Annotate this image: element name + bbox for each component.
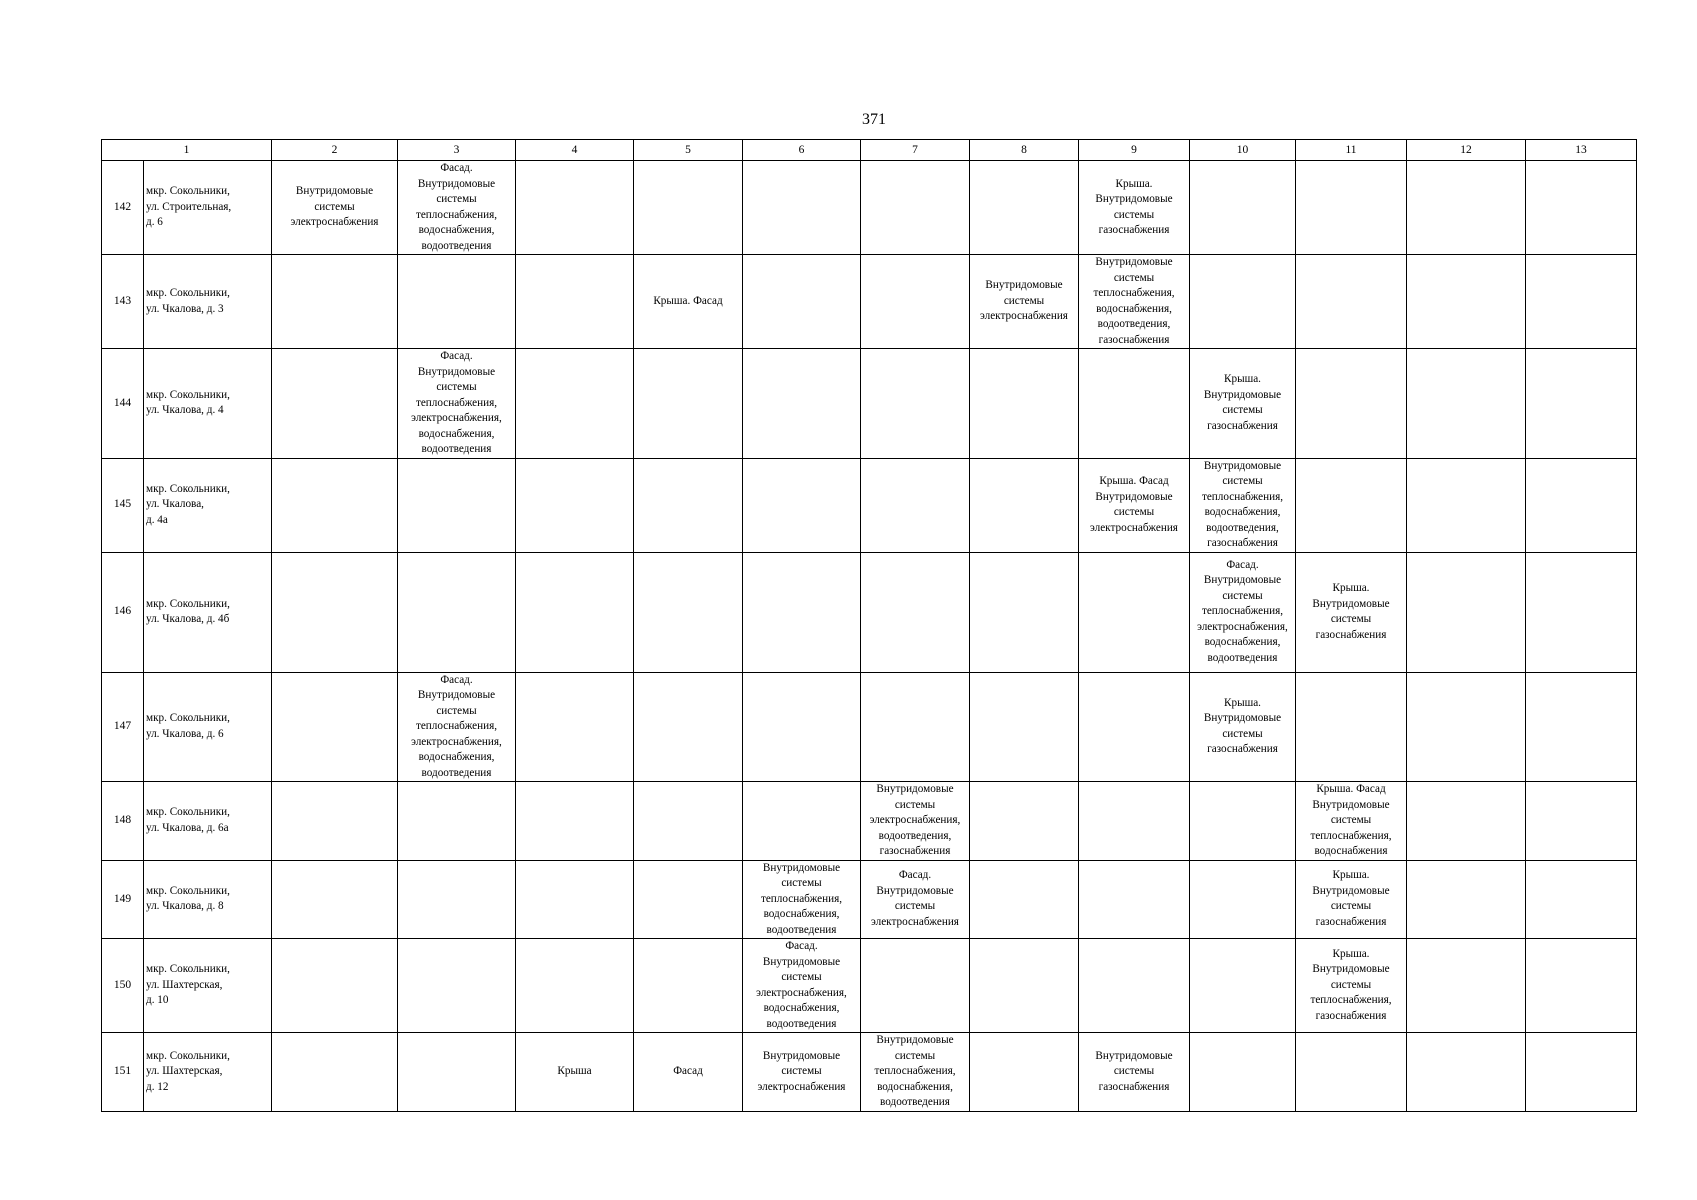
work-cell-col-2 bbox=[272, 939, 398, 1033]
table-row bbox=[102, 349, 1637, 459]
row-number: 151 bbox=[102, 1033, 144, 1112]
work-cell-col-12 bbox=[1407, 552, 1526, 672]
work-cell-col-4 bbox=[516, 860, 634, 939]
work-cell-col-4 bbox=[516, 255, 634, 349]
work-cell-col-13 bbox=[1526, 1033, 1637, 1112]
work-cell-col-2 bbox=[272, 860, 398, 939]
work-cell-col-11 bbox=[1296, 255, 1407, 349]
work-cell-col-8 bbox=[970, 860, 1079, 939]
work-cell-col-6 bbox=[743, 458, 861, 552]
header-row bbox=[102, 140, 1637, 161]
work-cell-col-11 bbox=[1296, 552, 1407, 672]
address-text: мкр. Сокольники, ул. Шахтерская, д. 12 bbox=[146, 1049, 230, 1093]
work-cell-col-7 bbox=[861, 255, 970, 349]
work-cell-col-3 bbox=[398, 255, 516, 349]
work-cell-col-2 bbox=[272, 458, 398, 552]
work-text: Внутридомовые системы теплоснабжения, водоснабжения, водоотведения bbox=[874, 1034, 956, 1108]
work-cell-col-3 bbox=[398, 458, 516, 552]
work-cell-col-12 bbox=[1407, 939, 1526, 1033]
work-cell-col-8 bbox=[970, 1033, 1079, 1112]
work-text: Крыша. Внутридомовые системы газоснабжения bbox=[1312, 869, 1390, 928]
work-cell-col-4 bbox=[516, 939, 634, 1033]
address-text: мкр. Сокольники, ул. Чкалова, д. 4а bbox=[146, 482, 230, 526]
work-cell-col-7 bbox=[861, 161, 970, 255]
work-text: Внутридомовые системы электроснабжения, водоотведения, газоснабжения bbox=[869, 783, 961, 857]
address-cell bbox=[144, 552, 272, 672]
work-cell-col-8 bbox=[970, 552, 1079, 672]
address-text: мкр. Сокольники, ул. Чкалова, д. 6 bbox=[146, 712, 230, 740]
work-cell-col-5 bbox=[634, 161, 743, 255]
work-cell-col-13 bbox=[1526, 255, 1637, 349]
address-cell bbox=[144, 860, 272, 939]
work-cell-col-11 bbox=[1296, 349, 1407, 459]
work-cell-col-12 bbox=[1407, 349, 1526, 459]
work-cell-col-11 bbox=[1296, 672, 1407, 782]
work-cell-col-12 bbox=[1407, 782, 1526, 861]
work-cell-col-4 bbox=[516, 552, 634, 672]
column-header-11: 11 bbox=[1296, 140, 1407, 161]
address-text: мкр. Сокольники, ул. Чкалова, д. 6а bbox=[146, 806, 230, 834]
work-cell-col-6 bbox=[743, 939, 861, 1033]
work-cell-col-9 bbox=[1079, 782, 1190, 861]
work-text: Крыша. Внутридомовые системы теплоснабжения, газоснабжения bbox=[1310, 947, 1392, 1022]
work-text: Крыша bbox=[557, 1065, 592, 1077]
row-number: 149 bbox=[102, 860, 144, 939]
work-cell-col-5 bbox=[634, 552, 743, 672]
work-cell-col-9 bbox=[1079, 672, 1190, 782]
address-text: мкр. Сокольники, ул. Шахтерская, д. 10 bbox=[146, 963, 230, 1007]
work-cell-col-13 bbox=[1526, 672, 1637, 782]
work-cell-col-10 bbox=[1190, 672, 1296, 782]
work-cell-col-5 bbox=[634, 672, 743, 782]
work-text: Крыша. Фасад bbox=[653, 294, 723, 307]
work-cell-col-5 bbox=[634, 860, 743, 939]
work-cell-col-8 bbox=[970, 161, 1079, 255]
column-header-7: 7 bbox=[861, 140, 970, 161]
row-number: 146 bbox=[102, 552, 144, 672]
work-cell-col-10 bbox=[1190, 458, 1296, 552]
work-cell-col-3 bbox=[398, 1033, 516, 1112]
work-cell-col-2 bbox=[272, 1033, 398, 1112]
work-text: Крыша. Внутридомовые системы газоснабжения bbox=[1312, 582, 1390, 641]
address-text: мкр. Сокольники, ул. Строительная, д. 6 bbox=[146, 185, 232, 229]
work-cell-col-13 bbox=[1526, 552, 1637, 672]
work-cell-col-7 bbox=[861, 458, 970, 552]
row-number: 147 bbox=[102, 672, 144, 782]
work-cell-col-4 bbox=[516, 458, 634, 552]
work-cell-col-2 bbox=[272, 161, 398, 255]
work-cell-col-13 bbox=[1526, 860, 1637, 939]
work-cell-col-13 bbox=[1526, 939, 1637, 1033]
row-number: 143 bbox=[102, 255, 144, 349]
work-cell-col-12 bbox=[1407, 161, 1526, 255]
column-header-1: 1 bbox=[102, 140, 272, 161]
work-cell-col-9 bbox=[1079, 161, 1190, 255]
column-header-3: 3 bbox=[398, 140, 516, 161]
address-cell bbox=[144, 458, 272, 552]
work-cell-col-7 bbox=[861, 672, 970, 782]
work-cell-col-3 bbox=[398, 782, 516, 861]
row-number: 145 bbox=[102, 458, 144, 552]
work-cell-col-13 bbox=[1526, 161, 1637, 255]
work-text: Крыша. Фасад Внутридомовые системы электроснабжения bbox=[1090, 475, 1178, 534]
work-cell-col-12 bbox=[1407, 860, 1526, 939]
address-cell bbox=[144, 349, 272, 459]
work-text: Фасад bbox=[673, 1065, 703, 1077]
work-cell-col-10 bbox=[1190, 860, 1296, 939]
address-cell bbox=[144, 1033, 272, 1112]
work-cell-col-6 bbox=[743, 860, 861, 939]
column-header-4: 4 bbox=[516, 140, 634, 161]
work-cell-col-5 bbox=[634, 939, 743, 1033]
work-cell-col-11 bbox=[1296, 939, 1407, 1033]
row-number: 144 bbox=[102, 349, 144, 459]
row-number: 142 bbox=[102, 161, 144, 255]
address-cell bbox=[144, 939, 272, 1033]
column-header-9: 9 bbox=[1079, 140, 1190, 161]
row-number: 148 bbox=[102, 782, 144, 861]
work-cell-col-12 bbox=[1407, 672, 1526, 782]
work-text: Фасад. Внутридомовые системы теплоснабжения, электроснабжения, водоснабжения, водоотведения bbox=[411, 673, 502, 779]
work-cell-col-10 bbox=[1190, 939, 1296, 1033]
work-cell-col-3 bbox=[398, 349, 516, 459]
work-cell-col-6 bbox=[743, 552, 861, 672]
table-row bbox=[102, 161, 1637, 255]
work-cell-col-3 bbox=[398, 552, 516, 672]
work-text: Крыша. Внутридомовые системы газоснабжения bbox=[1203, 373, 1282, 432]
column-header-10: 10 bbox=[1190, 140, 1296, 161]
table-row bbox=[102, 255, 1637, 349]
table-row bbox=[102, 1033, 1637, 1112]
work-cell-col-12 bbox=[1407, 1033, 1526, 1112]
work-cell-col-12 bbox=[1407, 458, 1526, 552]
work-cell-col-13 bbox=[1526, 349, 1637, 459]
row-number: 150 bbox=[102, 939, 144, 1033]
work-text: Внутридомовые системы электроснабжения bbox=[980, 279, 1068, 323]
work-cell-col-7 bbox=[861, 782, 970, 861]
work-cell-col-6 bbox=[743, 255, 861, 349]
address-cell bbox=[144, 672, 272, 782]
work-cell-col-8 bbox=[970, 782, 1079, 861]
work-cell-col-8 bbox=[970, 939, 1079, 1033]
work-cell-col-9 bbox=[1079, 349, 1190, 459]
work-cell-col-10 bbox=[1190, 1033, 1296, 1112]
work-text: Крыша. Внутридомовые системы газоснабжения bbox=[1095, 177, 1173, 236]
work-cell-col-5 bbox=[634, 349, 743, 459]
work-cell-col-10 bbox=[1190, 161, 1296, 255]
work-cell-col-5 bbox=[634, 782, 743, 861]
address-cell bbox=[144, 782, 272, 861]
repair-schedule-table bbox=[101, 139, 1637, 1112]
work-cell-col-10 bbox=[1190, 255, 1296, 349]
work-text: Внутридомовые системы газоснабжения bbox=[1095, 1049, 1173, 1093]
work-cell-col-6 bbox=[743, 161, 861, 255]
work-cell-col-5 bbox=[634, 255, 743, 349]
work-cell-col-11 bbox=[1296, 161, 1407, 255]
page-number: 371 bbox=[862, 111, 886, 128]
table-row bbox=[102, 552, 1637, 672]
column-header-6: 6 bbox=[743, 140, 861, 161]
work-cell-col-11 bbox=[1296, 782, 1407, 861]
work-text: Фасад. Внутридомовые системы теплоснабжения, водоснабжения, водоотведения bbox=[415, 162, 498, 252]
work-cell-col-7 bbox=[861, 349, 970, 459]
work-cell-col-8 bbox=[970, 349, 1079, 459]
work-cell-col-4 bbox=[516, 672, 634, 782]
work-cell-col-7 bbox=[861, 860, 970, 939]
work-cell-col-4 bbox=[516, 1033, 634, 1112]
work-cell-col-9 bbox=[1079, 255, 1190, 349]
work-cell-col-10 bbox=[1190, 349, 1296, 459]
work-cell-col-9 bbox=[1079, 458, 1190, 552]
work-cell-col-7 bbox=[861, 1033, 970, 1112]
work-text: Крыша. Внутридомовые системы газоснабжения bbox=[1203, 696, 1282, 756]
work-cell-col-6 bbox=[743, 349, 861, 459]
work-cell-col-2 bbox=[272, 782, 398, 861]
work-text: Фасад. Внутридомовые системы теплоснабжения, электроснабжения, водоснабжения, водоотведения bbox=[411, 350, 502, 455]
work-text: Внутридомовые системы теплоснабжения, водоснабжения, водоотведения, газоснабжения bbox=[1093, 256, 1175, 346]
work-cell-col-4 bbox=[516, 349, 634, 459]
work-cell-col-11 bbox=[1296, 860, 1407, 939]
work-cell-col-7 bbox=[861, 552, 970, 672]
work-cell-col-2 bbox=[272, 672, 398, 782]
address-text: мкр. Сокольники, ул. Чкалова, д. 3 bbox=[146, 287, 230, 315]
table-row bbox=[102, 672, 1637, 782]
address-cell bbox=[144, 255, 272, 349]
table-body bbox=[102, 140, 1637, 1112]
work-cell-col-4 bbox=[516, 782, 634, 861]
work-text: Фасад. Внутридомовые системы электроснабжения bbox=[871, 869, 959, 928]
column-header-5: 5 bbox=[634, 140, 743, 161]
address-text: мкр. Сокольники, ул. Чкалова, д. 8 bbox=[146, 884, 230, 913]
work-cell-col-11 bbox=[1296, 1033, 1407, 1112]
work-cell-col-10 bbox=[1190, 552, 1296, 672]
column-header-13: 13 bbox=[1526, 140, 1637, 161]
work-cell-col-2 bbox=[272, 349, 398, 459]
work-text: Фасад. Внутридомовые системы теплоснабжения, электроснабжения, водоснабжения, водоотведения bbox=[1197, 558, 1288, 664]
work-text: Внутридомовые системы электроснабжения bbox=[757, 1049, 846, 1093]
work-cell-col-9 bbox=[1079, 939, 1190, 1033]
work-cell-col-9 bbox=[1079, 1033, 1190, 1112]
work-cell-col-6 bbox=[743, 782, 861, 861]
work-cell-col-2 bbox=[272, 552, 398, 672]
work-text: Крыша. Фасад Внутридомовые системы теплоснабжения, водоснабжения bbox=[1310, 783, 1392, 857]
work-cell-col-8 bbox=[970, 255, 1079, 349]
work-text: Внутридомовые системы теплоснабжения, водоснабжения, водоотведения, газоснабжения bbox=[1201, 459, 1284, 549]
work-cell-col-9 bbox=[1079, 860, 1190, 939]
address-cell bbox=[144, 161, 272, 255]
work-cell-col-5 bbox=[634, 1033, 743, 1112]
work-cell-col-13 bbox=[1526, 782, 1637, 861]
work-cell-col-13 bbox=[1526, 458, 1637, 552]
work-cell-col-8 bbox=[970, 672, 1079, 782]
work-cell-col-10 bbox=[1190, 782, 1296, 861]
work-cell-col-8 bbox=[970, 458, 1079, 552]
work-cell-col-3 bbox=[398, 161, 516, 255]
table-row bbox=[102, 860, 1637, 939]
work-text: Внутридомовые системы электроснабжения bbox=[290, 185, 379, 229]
work-cell-col-12 bbox=[1407, 255, 1526, 349]
work-cell-col-3 bbox=[398, 860, 516, 939]
column-header-8: 8 bbox=[970, 140, 1079, 161]
work-cell-col-2 bbox=[272, 255, 398, 349]
column-header-12: 12 bbox=[1407, 140, 1526, 161]
work-cell-col-9 bbox=[1079, 552, 1190, 672]
work-cell-col-7 bbox=[861, 939, 970, 1033]
table-row bbox=[102, 782, 1637, 861]
address-text: мкр. Сокольники, ул. Чкалова, д. 4 bbox=[146, 388, 230, 417]
work-text: Фасад. Внутридомовые системы электроснабжения, водоснабжения, водоотведения bbox=[756, 940, 847, 1030]
work-cell-col-5 bbox=[634, 458, 743, 552]
column-header-2: 2 bbox=[272, 140, 398, 161]
work-cell-col-4 bbox=[516, 161, 634, 255]
table-row bbox=[102, 939, 1637, 1033]
table-row bbox=[102, 458, 1637, 552]
work-cell-col-11 bbox=[1296, 458, 1407, 552]
address-text: мкр. Сокольники, ул. Чкалова, д. 4б bbox=[146, 597, 230, 625]
work-cell-col-3 bbox=[398, 939, 516, 1033]
work-cell-col-3 bbox=[398, 672, 516, 782]
work-cell-col-6 bbox=[743, 672, 861, 782]
work-cell-col-6 bbox=[743, 1033, 861, 1112]
work-text: Внутридомовые системы теплоснабжения, водоснабжения, водоотведения bbox=[760, 861, 843, 936]
